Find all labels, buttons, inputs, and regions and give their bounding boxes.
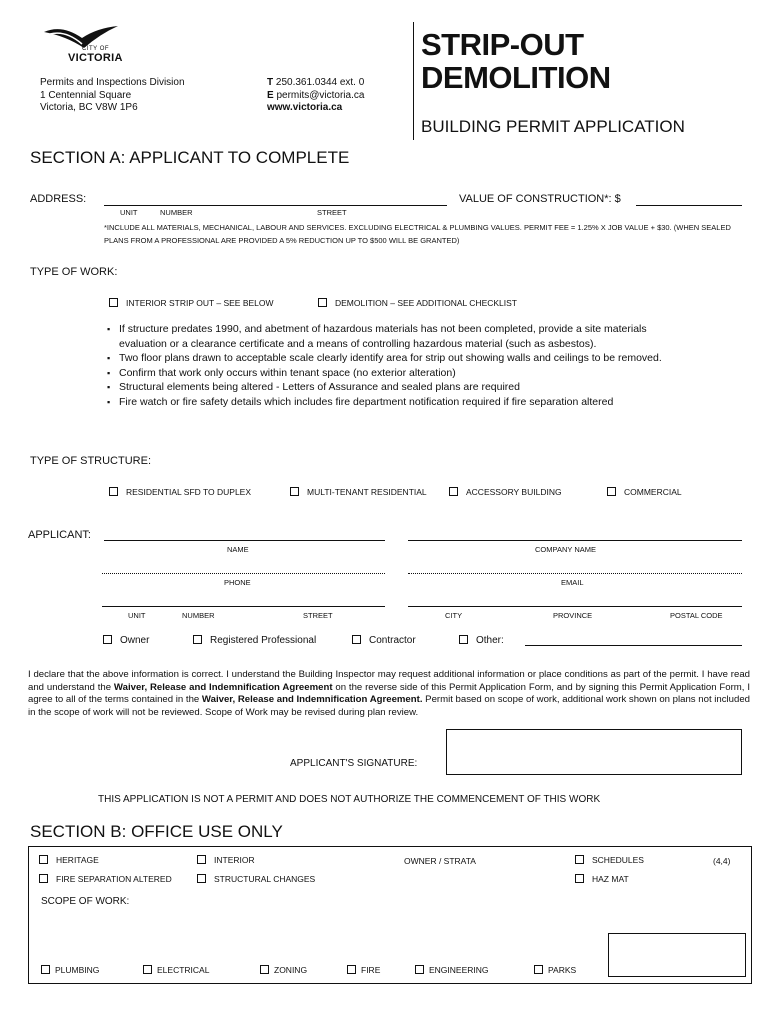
office-code: (4,4) <box>713 856 731 866</box>
office-plumbing-label: PLUMBING <box>55 965 100 975</box>
declaration-part-3: Permit based on scope of work, additional work shown on plans not included in the scope of work will not be reviewed. Scope of Work may be revised during plan review. <box>28 694 751 718</box>
role-other[interactable] <box>459 635 504 646</box>
office-engineering-label: ENGINEERING <box>429 965 489 975</box>
section-b-heading: SECTION B: OFFICE USE ONLY <box>30 822 283 841</box>
waiver-agreement-ref-2: Waiver, Release and Indemnification Agreement. <box>201 694 423 705</box>
type-of-structure-label: TYPE OF STRUCTURE: <box>30 455 152 467</box>
address-number-caption: NUMBER <box>160 208 193 217</box>
structure-option-multi-tenant[interactable] <box>290 487 427 497</box>
logo-small-text: CITY OF <box>82 46 110 52</box>
role-owner[interactable] <box>103 635 149 646</box>
checkbox-icon[interactable] <box>575 855 584 864</box>
value-of-construction-field[interactable] <box>636 205 742 206</box>
checkbox-icon[interactable] <box>352 635 361 644</box>
declaration-text <box>28 669 750 719</box>
checkbox-icon[interactable] <box>449 487 458 496</box>
office-parks[interactable] <box>534 965 576 975</box>
structure-option-accessory[interactable] <box>449 487 562 497</box>
office-heritage[interactable] <box>39 855 99 865</box>
checkbox-icon[interactable] <box>290 487 299 496</box>
form-subtitle: BUILDING PERMIT APPLICATION <box>421 117 685 136</box>
address-label: ADDRESS: <box>30 193 87 205</box>
header-divider <box>413 22 414 140</box>
role-contractor-label: Contractor <box>369 635 416 646</box>
checkbox-icon[interactable] <box>109 298 118 307</box>
declaration-part-2: on the reverse side of this Permit Application Form, and by signing this Permit Application Form, I agree to all of the terms contained in the <box>28 681 750 705</box>
office-electrical[interactable] <box>143 965 209 975</box>
signature-box[interactable] <box>446 729 742 775</box>
role-owner-label: Owner <box>120 635 150 646</box>
office-use-box <box>28 846 752 984</box>
role-registered-professional[interactable] <box>193 635 316 646</box>
owner-strata-label: OWNER / STRATA <box>404 856 476 866</box>
name-caption: NAME <box>227 545 249 554</box>
division-name: Permits and Inspections Division <box>40 77 185 88</box>
checkbox-icon[interactable] <box>39 874 48 883</box>
office-structural-changes[interactable] <box>197 874 315 884</box>
checkbox-icon[interactable] <box>193 635 202 644</box>
requirements-list <box>107 322 692 409</box>
phone-caption: PHONE <box>224 578 251 587</box>
list-item: ▪ Confirm that work only occurs within tenant space (no exterior alteration) <box>107 366 692 381</box>
section-a-heading: SECTION A: APPLICANT TO COMPLETE <box>30 148 350 167</box>
number-caption: NUMBER <box>182 611 215 620</box>
role-contractor[interactable] <box>352 635 416 646</box>
role-other-field[interactable] <box>525 645 742 646</box>
list-item: ▪ Structural elements being altered - Letters of Assurance and sealed plans are required <box>107 380 692 395</box>
contact-info <box>267 77 364 115</box>
title-line-2: DEMOLITION <box>421 60 611 95</box>
office-fire-separation[interactable] <box>39 874 172 884</box>
list-item: ▪ Fire watch or fire safety details which includes fire department notification required if fire separation altered <box>107 395 692 410</box>
checkbox-icon[interactable] <box>318 298 327 307</box>
structure-option-label: RESIDENTIAL SFD TO DUPLEX <box>126 487 252 497</box>
office-fire[interactable] <box>347 965 380 975</box>
office-fire-label: FIRE <box>361 965 381 975</box>
phone-field[interactable] <box>102 573 385 574</box>
form-title <box>421 28 611 94</box>
address-line-2: Victoria, BC V8W 1P6 <box>40 102 138 113</box>
value-of-construction-label: VALUE OF CONSTRUCTION*: $ <box>459 193 621 205</box>
office-heritage-label: HERITAGE <box>56 855 99 865</box>
work-option-interior-label: INTERIOR STRIP OUT – SEE BELOW <box>126 298 274 308</box>
company-name-field[interactable] <box>408 540 742 541</box>
phone-number: 250.361.0344 ext. 0 <box>275 77 365 88</box>
email-caption: EMAIL <box>561 578 584 587</box>
unit-caption: UNIT <box>128 611 146 620</box>
checkbox-icon[interactable] <box>39 855 48 864</box>
checkbox-icon[interactable] <box>260 965 269 974</box>
email-label: E <box>267 89 274 101</box>
structure-option-sfd[interactable] <box>109 487 251 497</box>
role-other-label: Other: <box>476 635 504 646</box>
structure-option-label: MULTI-TENANT RESIDENTIAL <box>307 487 427 497</box>
address-street-caption: STREET <box>317 208 347 217</box>
structure-option-label: ACCESSORY BUILDING <box>466 487 562 497</box>
office-engineering[interactable] <box>415 965 489 975</box>
office-stamp-box[interactable] <box>608 933 746 977</box>
applicant-name-field[interactable] <box>104 540 385 541</box>
fee-note-line-1: *INCLUDE ALL MATERIALS, MECHANICAL, LABOUR AND SERVICES. EXCLUDING ELECTRICAL & PLUMBING VALUES. PERMIT FEE = 1.25% X JOB VALUE + $30. (WHEN SEALED <box>104 223 731 232</box>
checkbox-icon[interactable] <box>143 965 152 974</box>
city-caption: CITY <box>445 611 463 620</box>
list-item: ▪ If structure predates 1990, and abetment of hazardous materials has not been completed, provide a site materials evaluation or a clearance certificate and a means of controlling hazardous material (such as asbestos). <box>107 322 692 351</box>
checkbox-icon[interactable] <box>415 965 424 974</box>
address-unit-caption: UNIT <box>120 208 138 217</box>
checkbox-icon[interactable] <box>103 635 112 644</box>
checkbox-icon[interactable] <box>575 874 584 883</box>
fee-note <box>104 221 731 247</box>
list-item: ▪ Two floor plans drawn to acceptable scale clearly identify area for strip out showing walls and ceilings to be removed. <box>107 351 692 366</box>
email-address[interactable]: permits@victoria.ca <box>276 89 365 101</box>
checkbox-icon[interactable] <box>534 965 543 974</box>
work-option-demolition-label: DEMOLITION – SEE ADDITIONAL CHECKLIST <box>335 298 518 308</box>
office-plumbing[interactable] <box>41 965 99 975</box>
street-caption: STREET <box>303 611 333 620</box>
website-link[interactable]: www.victoria.ca <box>267 102 343 113</box>
declaration-part-1: I declare that the above information is correct. I understand the Building Inspector may request additional information or place conditions as part of the permit. I have read and understand the <box>28 669 750 693</box>
title-line-1: STRIP-OUT <box>421 27 584 62</box>
phone-label: T <box>267 77 274 88</box>
logo-big-text: VICTORIA <box>68 52 123 64</box>
postal-code-caption: POSTAL CODE <box>670 611 723 620</box>
applicant-city-field[interactable] <box>408 606 742 607</box>
address-line-1: 1 Centennial Square <box>40 89 132 101</box>
checkbox-icon[interactable] <box>109 487 118 496</box>
checkbox-icon[interactable] <box>459 635 468 644</box>
province-caption: PROVINCE <box>553 611 593 620</box>
checkbox-icon[interactable] <box>607 487 616 496</box>
email-field[interactable] <box>408 573 742 574</box>
scope-of-work-label: SCOPE OF WORK: <box>41 896 130 907</box>
office-haz-mat[interactable] <box>575 874 629 884</box>
structure-option-label: COMMERCIAL <box>624 487 682 497</box>
signature-label: APPLICANT'S SIGNATURE: <box>290 758 418 769</box>
checkbox-icon[interactable] <box>347 965 356 974</box>
role-professional-label: Registered Professional <box>210 635 317 646</box>
office-schedules[interactable] <box>575 855 644 865</box>
checkbox-icon[interactable] <box>197 855 206 864</box>
not-a-permit-notice: THIS APPLICATION IS NOT A PERMIT AND DOES NOT AUTHORIZE THE COMMENCEMENT OF THIS WORK <box>98 794 601 805</box>
structure-option-commercial[interactable] <box>607 487 682 497</box>
office-zoning[interactable] <box>260 965 307 975</box>
office-interior-label: INTERIOR <box>214 855 255 865</box>
office-schedules-label: SCHEDULES <box>592 855 644 865</box>
work-option-interior[interactable] <box>109 298 274 308</box>
office-haz-mat-label: HAZ MAT <box>592 874 629 884</box>
fee-note-line-2: PLANS FROM A PROFESSIONAL ARE PROVIDED A 5% REDUCTION UP TO $500 WILL BE GRANTED) <box>104 236 460 245</box>
type-of-work-label: TYPE OF WORK: <box>30 266 118 278</box>
city-logo <box>42 22 122 68</box>
waiver-agreement-ref-1: Waiver, Release and Indemnification Agreement <box>113 681 333 693</box>
checkbox-icon[interactable] <box>41 965 50 974</box>
office-address <box>40 77 185 115</box>
address-field[interactable] <box>104 205 447 206</box>
company-name-caption: COMPANY NAME <box>535 545 596 554</box>
work-option-demolition[interactable] <box>318 298 517 308</box>
checkbox-icon[interactable] <box>197 874 206 883</box>
office-parks-label: PARKS <box>548 965 577 975</box>
office-interior[interactable] <box>197 855 255 865</box>
office-zoning-label: ZONING <box>274 965 308 975</box>
office-fire-separation-label: FIRE SEPARATION ALTERED <box>56 874 172 884</box>
office-structural-changes-label: STRUCTURAL CHANGES <box>214 874 316 884</box>
office-electrical-label: ELECTRICAL <box>157 965 210 975</box>
applicant-label: APPLICANT: <box>28 529 91 541</box>
applicant-address-field[interactable] <box>102 606 385 607</box>
